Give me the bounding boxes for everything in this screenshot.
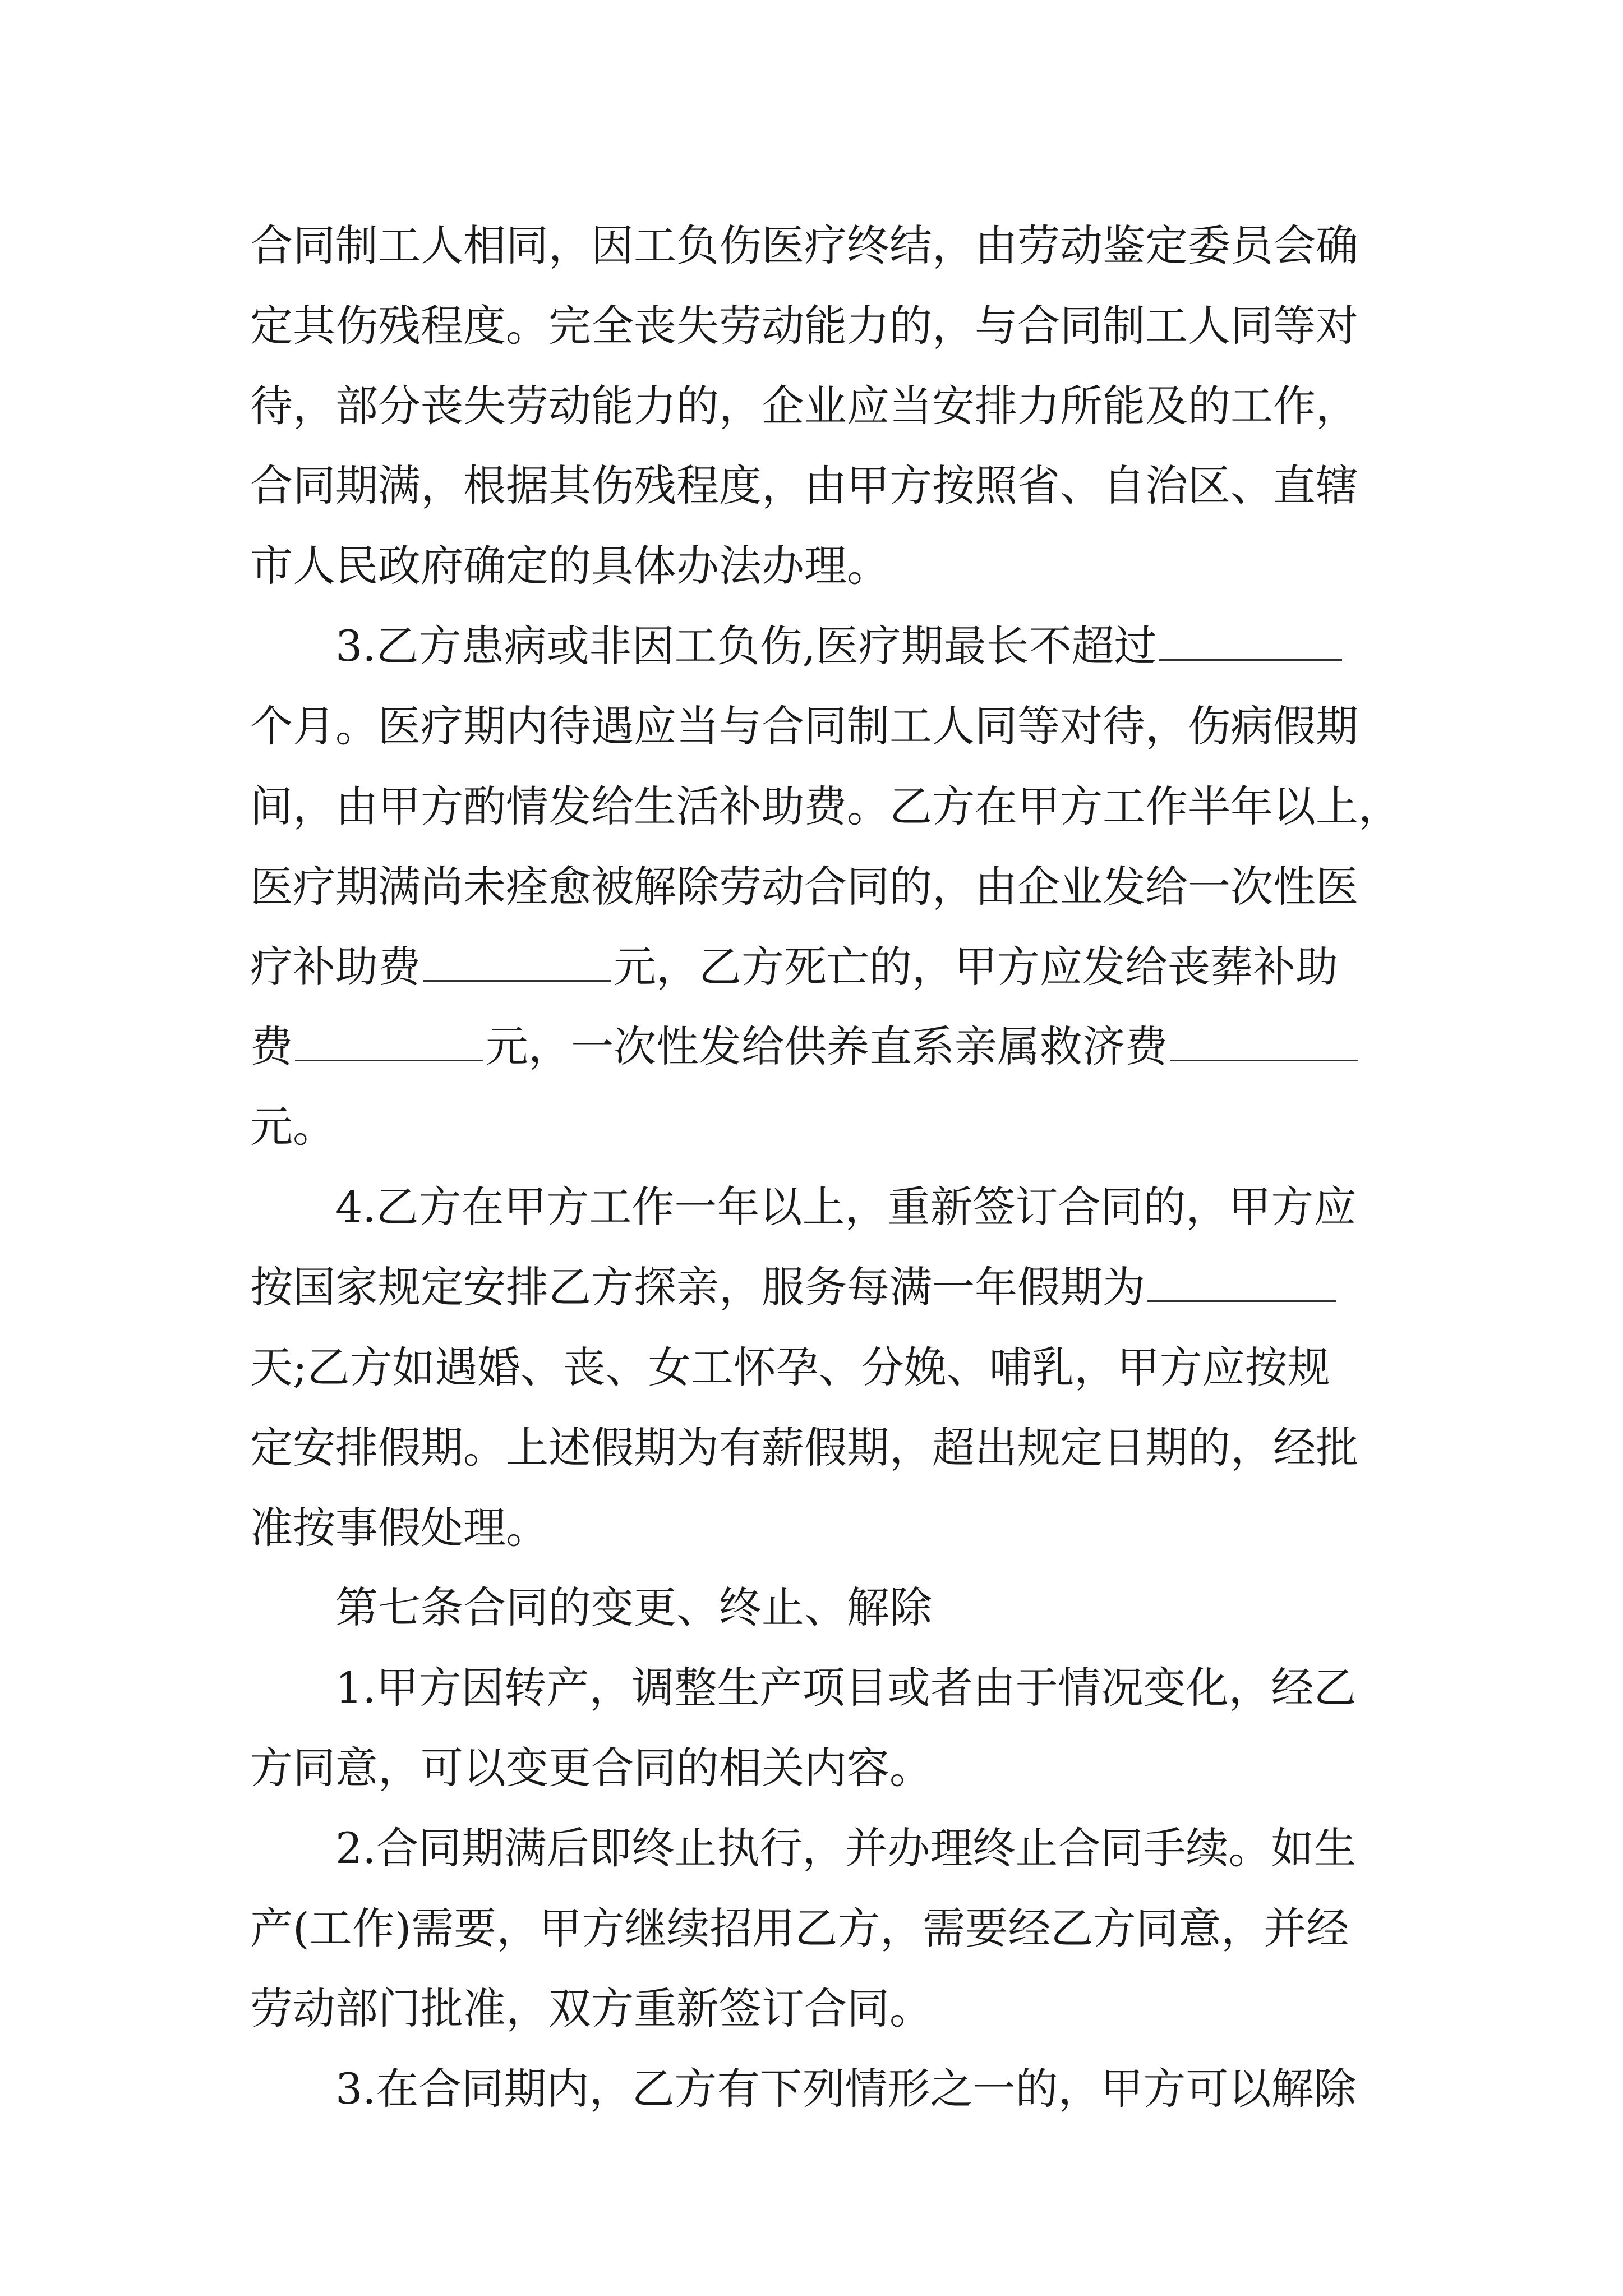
text-line-with-blank	[335, 615, 1344, 677]
text-line: 3.在合同期内，乙方有下列情形之一的，甲方可以解除	[335, 2064, 1357, 2114]
text-line: 准按事假处理。	[250, 1503, 548, 1553]
text-line: 定安排假期。上述假期为有薪假期，超出规定日期的，经批	[250, 1423, 1358, 1473]
text-line: 待，部分丧失劳动能力的，企业应当安排力所能及的工作，	[250, 381, 1358, 431]
text-line: 市人民政府确定的具体办法办理。	[250, 541, 889, 591]
fill-in-blank[interactable]	[295, 1017, 483, 1061]
text-line: 劳动部门批准，双方重新签订合同。	[250, 1984, 932, 2033]
text-segment: 疗补助费	[250, 942, 421, 992]
text-line: 个月。医疗期内待遇应当与合同制工人同等对待，伤病假期	[250, 701, 1358, 751]
fill-in-blank[interactable]	[1170, 1017, 1358, 1061]
text-line: 1.甲方因转产，调整生产项目或者由于情况变化，经乙	[335, 1663, 1357, 1713]
text-line: 合同制工人相同，因工负伤医疗终结，由劳动鉴定委员会确	[250, 220, 1358, 270]
text-line: 2.合同期满后即终止执行，并办理终止合同手续。如生	[335, 1823, 1357, 1873]
text-line: 合同期满，根据其伤残程度，由甲方按照省、自治区、直辖	[250, 461, 1358, 510]
text-segment: 元，一次性发给供养直系亲属救济费	[486, 1022, 1168, 1071]
text-segment: 按国家规定安排乙方探亲，服务每满一年假期为	[250, 1262, 1145, 1312]
text-line: 医疗期满尚未痊愈被解除劳动合同的，由企业发给一次性医	[250, 862, 1358, 912]
text-line: 产(工作)需要，甲方继续招用乙方，需要经乙方同意，并经	[250, 1903, 1349, 1953]
text-segment: 费	[250, 1022, 293, 1071]
text-line-with-blank	[250, 1257, 1338, 1318]
text-line: 方同意，可以变更合同的相关内容。	[250, 1743, 932, 1793]
fill-in-blank[interactable]	[1147, 1258, 1336, 1302]
text-line: 定其伤残程度。完全丧失劳动能力的，与合同制工人同等对	[250, 301, 1358, 351]
text-line-with-blank	[250, 936, 1338, 998]
text-segment: 3.乙方患病或非因工负伤,医疗期最长不超过	[335, 621, 1157, 671]
text-line: 4.乙方在甲方工作一年以上，重新签订合同的，甲方应	[335, 1182, 1357, 1232]
text-segment: 元，乙方死亡的，甲方应发给丧葬补助	[614, 942, 1338, 992]
text-line: 天;乙方如遇婚、丧、女工怀孕、分娩、哺乳，甲方应按规	[250, 1342, 1330, 1392]
text-line: 间，由甲方酌情发给生活补助费。乙方在甲方工作半年以上，	[250, 781, 1401, 831]
section-heading: 第七条合同的变更、终止、解除	[335, 1582, 932, 1632]
fill-in-blank[interactable]	[423, 937, 611, 982]
text-line-with-blank	[250, 1016, 1361, 1078]
text-line: 元。	[250, 1102, 335, 1152]
fill-in-blank[interactable]	[1159, 616, 1342, 661]
